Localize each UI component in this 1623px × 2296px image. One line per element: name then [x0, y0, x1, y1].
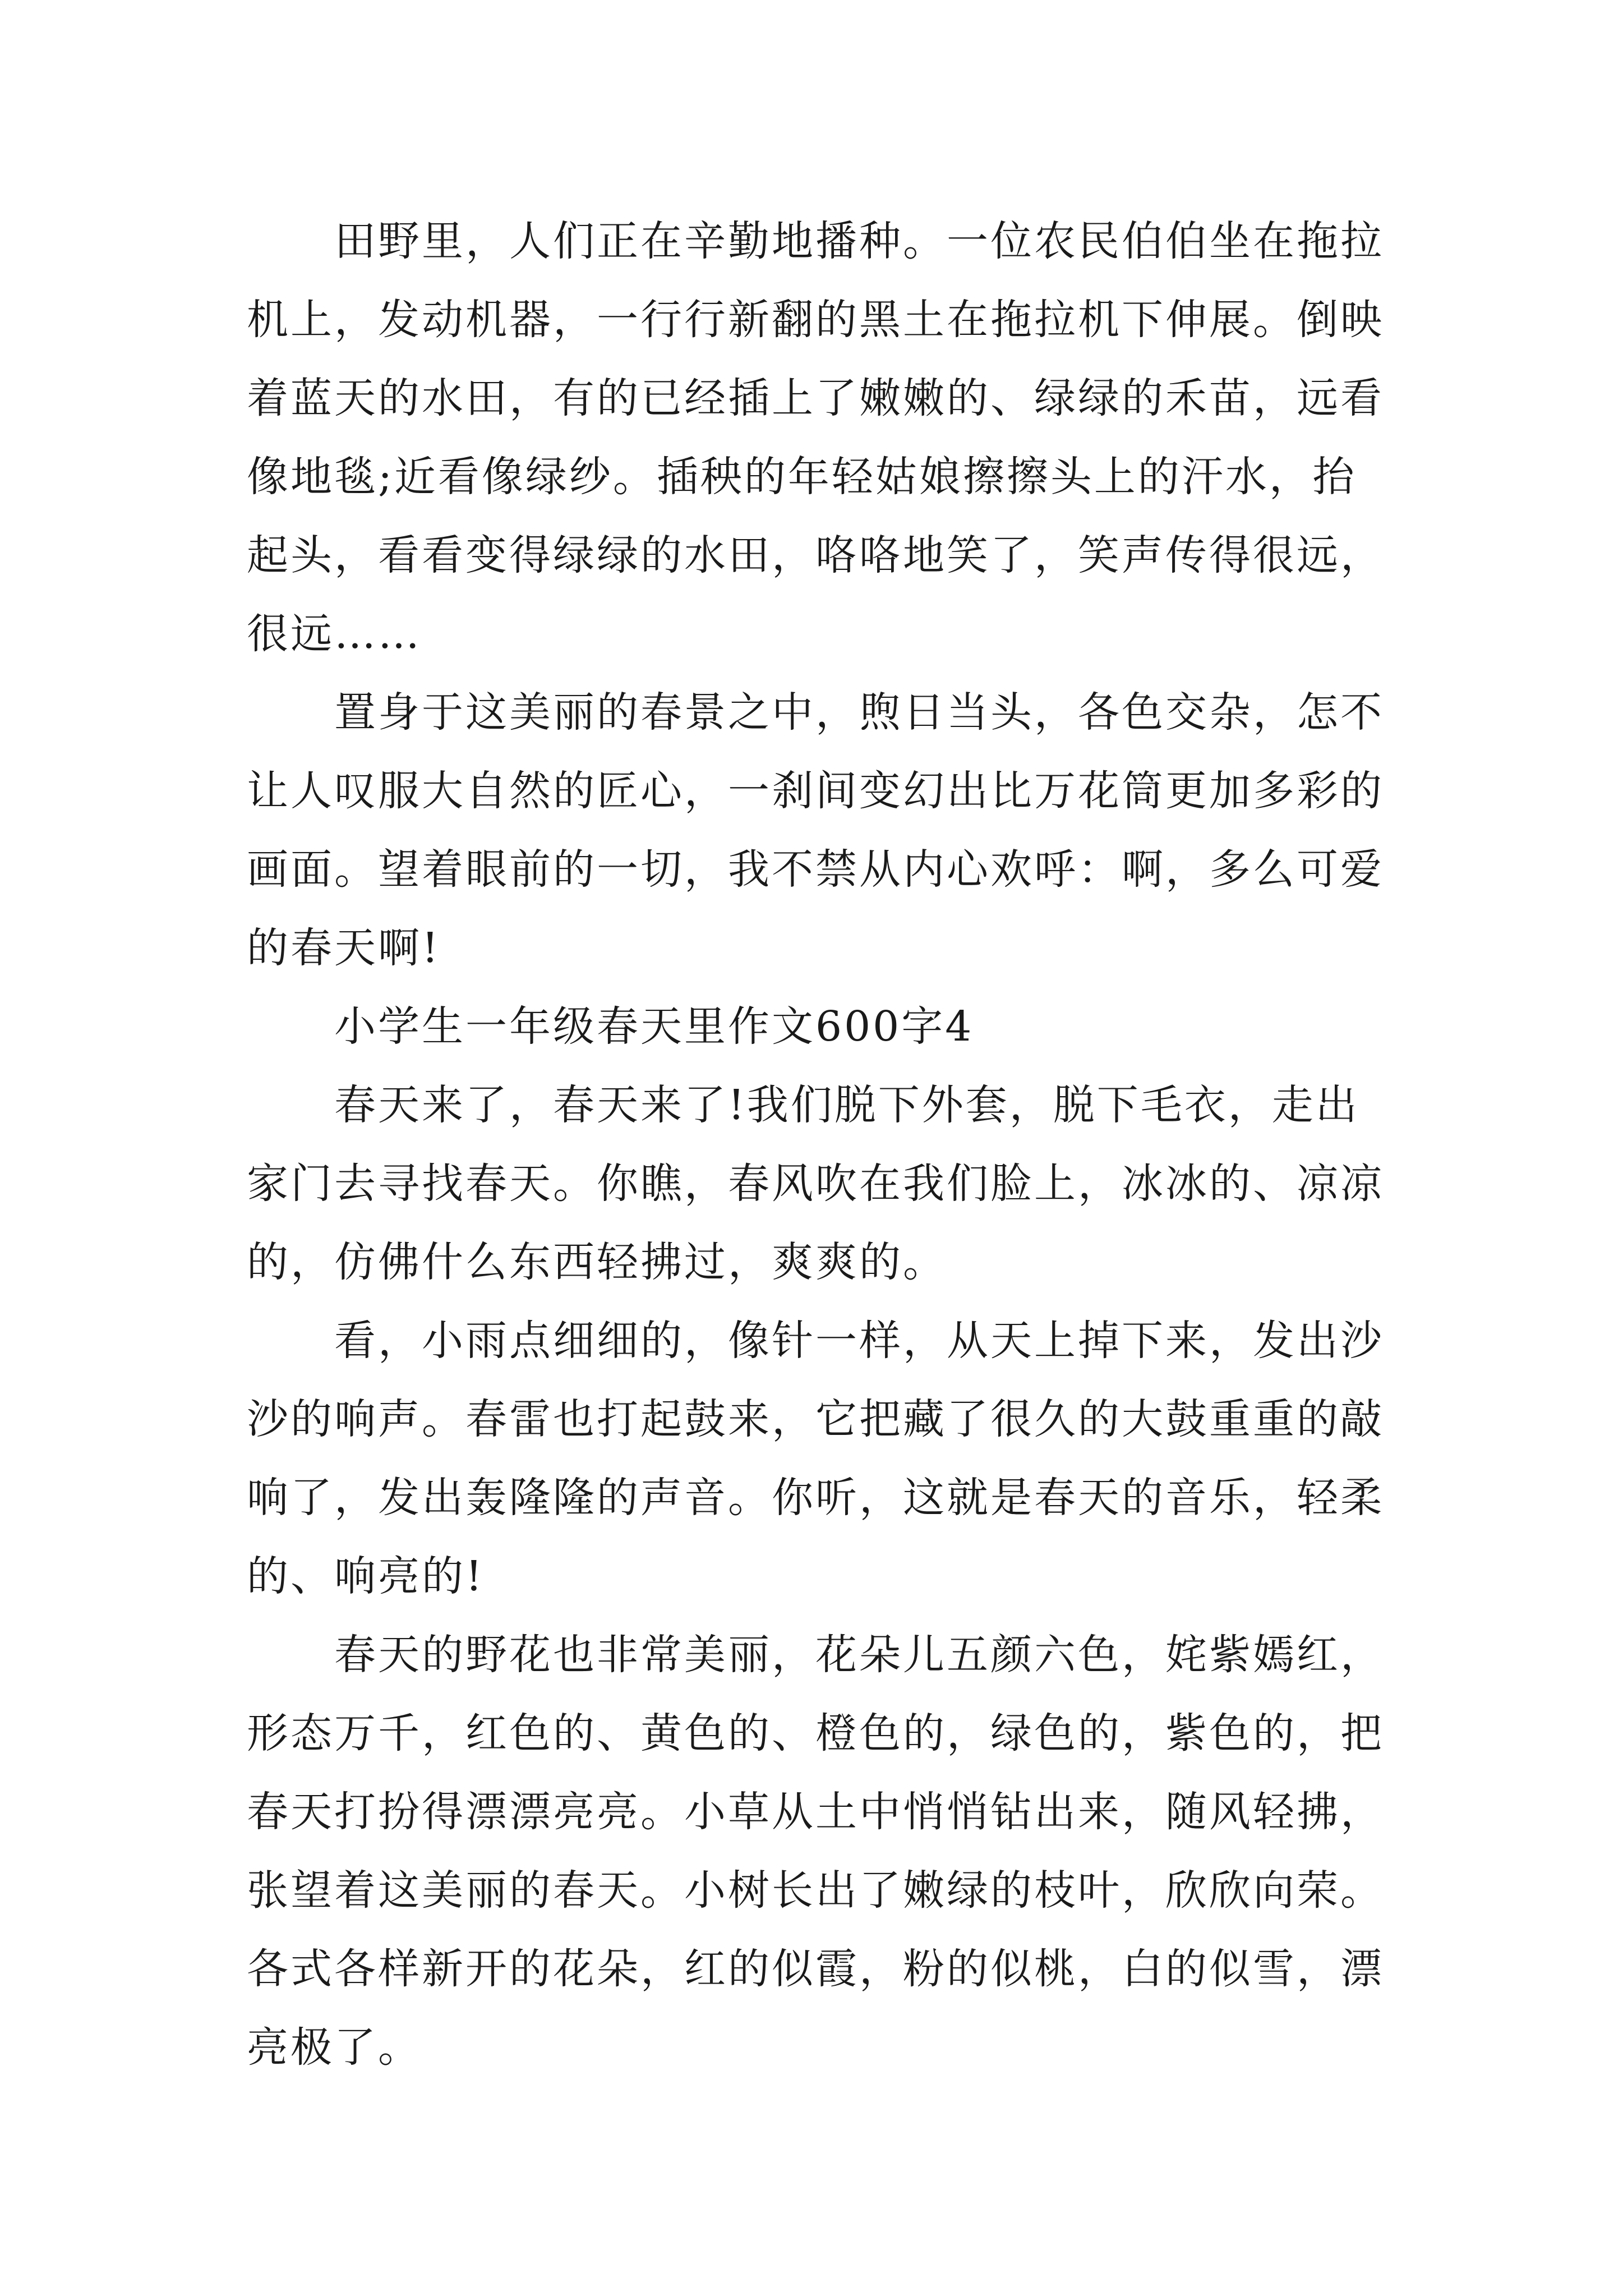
paragraph-spring-rain: [247, 1301, 1391, 1616]
paragraph-line: 画面。望着眼前的一切，我不禁从内心欢呼：啊，多么可爱: [247, 845, 1384, 894]
paragraph-line: 田野里，人们正在辛勤地播种。一位农民伯伯坐在拖拉: [334, 217, 1384, 265]
paragraph-line: 春天的野花也非常美丽，花朵儿五颜六色，姹紫嫣红，: [334, 1631, 1384, 1679]
paragraph-wildflowers: [247, 1616, 1391, 2087]
section-heading: [247, 987, 1391, 1066]
section-heading-text: 小学生一年级春天里作文600字4: [334, 1002, 974, 1051]
paragraph-spring-scene: [247, 673, 1391, 987]
document-body: [247, 202, 1391, 2087]
paragraph-line: 亮极了。: [247, 2023, 422, 2072]
paragraph-line: 置身于这美丽的春景之中，煦日当头，各色交杂，怎不: [334, 688, 1384, 737]
paragraph-line: 张望着这美丽的春天。小树长出了嫩绿的枝叶，欣欣向荣。: [247, 1866, 1384, 1915]
paragraph-spring-arrives: [247, 1066, 1391, 1301]
paragraph-line: 机上，发动机器，一行行新翻的黑土在拖拉机下伸展。倒映: [247, 296, 1384, 344]
paragraph-line: 春天打扮得漂漂亮亮。小草从土中悄悄钻出来，随风轻拂，: [247, 1788, 1384, 1836]
paragraph-line: 形态万千，红色的、黄色的、橙色的，绿色的，紫色的，把: [247, 1709, 1384, 1757]
paragraph-line: 看，小雨点细细的，像针一样，从天上掉下来，发出沙: [334, 1317, 1384, 1365]
paragraph-line: 家门去寻找春天。你瞧，春风吹在我们脸上，冰冰的、凉凉: [247, 1159, 1384, 1208]
paragraph-line: 春天来了，春天来了!我们脱下外套，脱下毛衣，走出: [334, 1081, 1359, 1129]
paragraph-line: 起头，看看变得绿绿的水田，咯咯地笑了，笑声传得很远，: [247, 531, 1384, 579]
paragraph-fields-sowing: [247, 202, 1391, 673]
paragraph-line: 让人叹服大自然的匠心，一刹间变幻出比万花筒更加多彩的: [247, 767, 1384, 815]
paragraph-line: 很远……: [247, 610, 422, 658]
paragraph-line: 的、响亮的!: [247, 1552, 485, 1600]
paragraph-line: 像地毯;近看像绿纱。插秧的年轻姑娘擦擦头上的汗水，抬: [247, 453, 1357, 501]
paragraph-line: 沙的响声。春雷也打起鼓来，它把藏了很久的大鼓重重的敲: [247, 1395, 1384, 1443]
paragraph-line: 响了，发出轰隆隆的声音。你听，这就是春天的音乐，轻柔: [247, 1474, 1384, 1522]
paragraph-line: 各式各样新开的花朵，红的似霞，粉的似桃，白的似雪，漂: [247, 1945, 1384, 1993]
paragraph-line: 着蓝天的水田，有的已经插上了嫩嫩的、绿绿的禾苗，远看: [247, 374, 1384, 422]
paragraph-line: 的春天啊!: [247, 924, 441, 972]
paragraph-line: 的，仿佛什么东西轻拂过，爽爽的。: [247, 1238, 947, 1286]
